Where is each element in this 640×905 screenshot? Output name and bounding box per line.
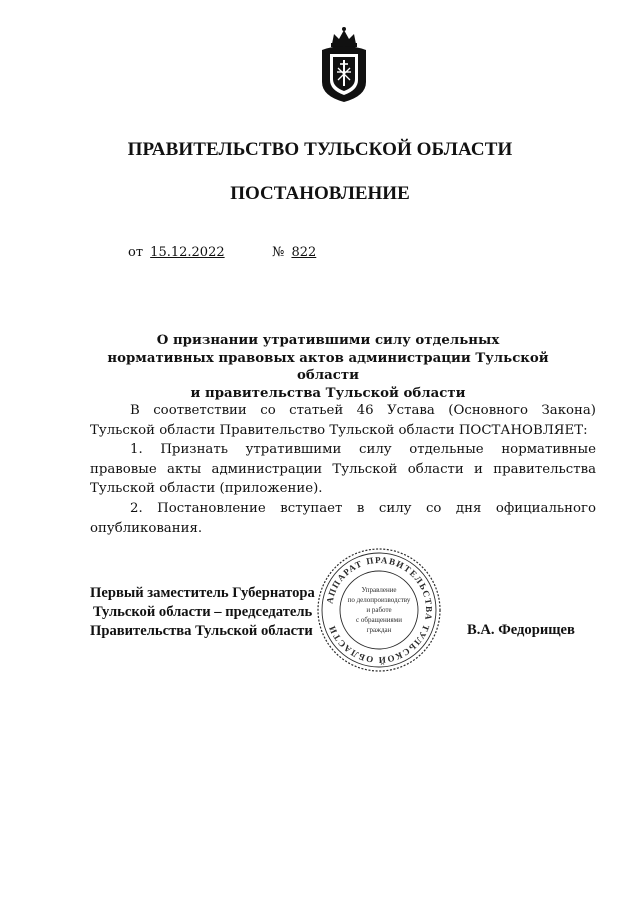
- subject-line: О признании утратившими силу отдельных: [156, 333, 500, 348]
- document-type-heading: ПОСТАНОВЛЕНИЕ: [230, 183, 410, 204]
- document-subject: [90, 332, 566, 402]
- number-label: №: [272, 245, 285, 260]
- document-number: [272, 245, 316, 260]
- document-body: [90, 401, 596, 538]
- stamp-inner-line: и работе: [366, 606, 392, 614]
- clause-2-paragraph: 2. Постановление вступает в силу со дня официального опубликования.: [90, 500, 596, 536]
- official-seal-stamp: [316, 547, 442, 673]
- date-value: 15.12.2022: [150, 245, 225, 260]
- stamp-inner-line: по делопроизводству: [347, 596, 411, 604]
- subject-line: нормативных правовых актов администрации Тульской области: [107, 350, 549, 383]
- stamp-inner-line: граждан: [366, 626, 392, 634]
- stamp-inner-line: с обращениями: [356, 616, 402, 624]
- position-line: Тульской области – председатель: [93, 604, 313, 620]
- stamp-ring-text: АППАРАТ ПРАВИТЕЛЬСТВА ТУЛЬСКОЙ ОБЛАСТИ: [324, 554, 435, 666]
- clause-1-paragraph: 1. Признать утратившими силу отдельные нормативные правовые акты администрации Тульской области и правительства Тульской области (приложение).: [90, 442, 596, 497]
- date-label: от: [128, 245, 144, 260]
- tula-coat-of-arms-icon: [316, 24, 372, 104]
- number-value: 822: [291, 245, 317, 260]
- position-line: Правительства Тульской области: [90, 623, 313, 639]
- subject-line: и правительства Тульской области: [190, 385, 466, 401]
- signatory-position: [90, 584, 315, 641]
- position-line: Первый заместитель Губернатора: [90, 585, 315, 601]
- document-date: [128, 245, 225, 260]
- preamble-paragraph: В соответствии со статьей 46 Устава (Основного Закона) Тульской области Правительство Тульской области ПОСТАНОВЛЯЕТ:: [90, 403, 596, 438]
- signatory-name: В.А. Федорищев: [467, 622, 575, 638]
- stamp-inner-line: Управление: [361, 586, 397, 594]
- organization-title: ПРАВИТЕЛЬСТВО ТУЛЬСКОЙ ОБЛАСТИ: [127, 139, 513, 160]
